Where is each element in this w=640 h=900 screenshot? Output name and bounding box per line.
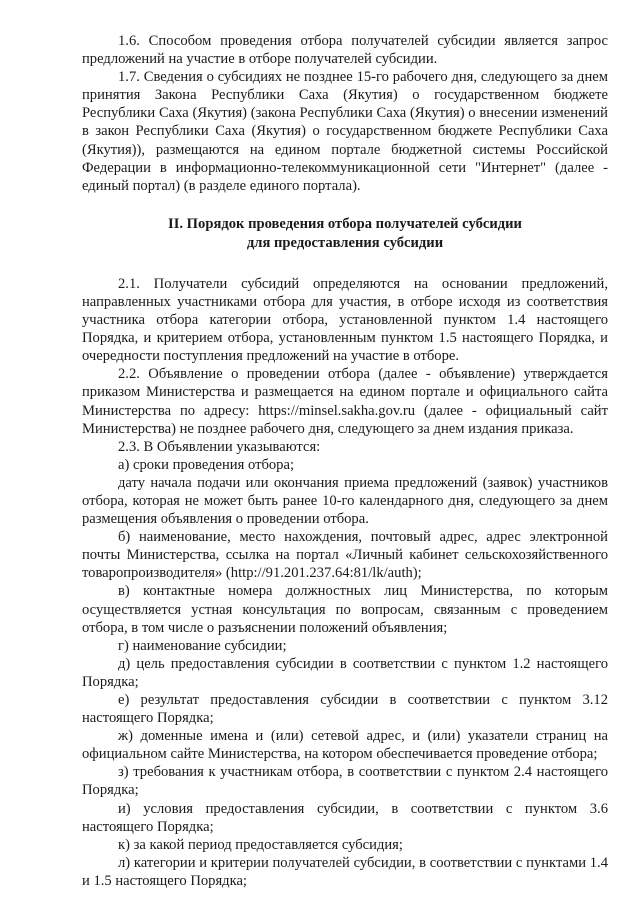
paragraph-2-1: 2.1. Получатели субсидий определяются на основании предложений, направленных участниками отбора для участия, в отборе исходя из соответствия участника отбора категории отбора, установленной пунктом 1.4 настоящего Порядка, и критерием отбора, установленным пунктом 1.5 настоящего Порядка, и очередности поступления предложений на участие в отборе. — [82, 275, 608, 365]
list-item-d: д) цель предоставления субсидии в соответствии с пунктом 1.2 настоящего Порядка; — [82, 655, 608, 690]
list-item-i: и) условия предоставления субсидии, в соответствии с пунктом 3.6 настоящего Порядка; — [82, 800, 608, 835]
list-item-z: з) требования к участникам отбора, в соответствии с пунктом 2.4 настоящего Порядка; — [82, 764, 608, 799]
list-item-e: е) результат предоставления субсидии в соответствии с пунктом 3.12 настоящего Порядка; — [82, 692, 608, 727]
list-item-l: л) категории и критерии получателей субсидии, в соответствии с пунктами 1.4 и 1.5 настоящего Порядка; — [82, 854, 608, 889]
list-item-a: а) сроки проведения отбора; — [118, 456, 295, 473]
paragraph-2-2: 2.2. Объявление о проведении отбора (далее - объявление) утверждается приказом Министерства и размещается на едином портале и официального сайта Министерства по адресу: https://minsel.sakha.gov.ru (далее - официальный сайт Министерства) не позднее рабочего дня, следующего за днем издания приказа. — [82, 366, 608, 437]
section-heading-line-1: II. Порядок проведения отбора получателей субсидии — [168, 215, 522, 232]
document-page — [82, 32, 608, 890]
list-item-g: г) наименование субсидии; — [118, 637, 287, 654]
section-heading-line-2: для предоставления субсидии — [246, 234, 444, 251]
list-item-zh: ж) доменные имена и (или) сетевой адрес, и (или) указатели страниц на официальном сайте Министерства, на котором обеспечивается проведение отбора; — [82, 728, 608, 763]
section-heading — [82, 215, 608, 253]
paragraph-1-6: 1.6. Способом проведения отбора получателей субсидии является запрос предложений на участие в отборе получателей субсидии. — [82, 33, 608, 68]
list-item-k: к) за какой период предоставляется субсидия; — [118, 836, 403, 853]
paragraph-1-7: 1.7. Сведения о субсидиях не позднее 15-го рабочего дня, следующего за днем принятия Закона Республики Саха (Якутия) о государственном бюджете Республики Саха (Якутия) (закона Республики Саха (Якутия) о внесении изменений в закон Республики Саха (Якутия) о государственном бюджете Республики Саха (Якутия)), размещаются на едином портале бюджетной системы Российской Федерации в информационно-телекоммуникационной сети "Интернет" (далее - единый портал) (в разделе единого портала). — [82, 69, 608, 194]
list-item-a-dates: дату начала подачи или окончания приема предложений (заявок) участников отбора, которая не может быть ранее 10-го календарного дня, следующего за днем размещения объявления о проведении отбора. — [82, 474, 608, 528]
paragraph-2-3: 2.3. В Объявлении указываются: — [118, 438, 321, 455]
list-item-b: б) наименование, место нахождения, почтовый адрес, адрес электронной почты Министерства, ссылка на портал «Личный кабинет сельскохозяйственного товаропроизводителя» (http://91.201.237.64:81/lk/auth); — [82, 529, 608, 582]
list-item-v: в) контактные номера должностных лиц Министерства, по которым осуществляется устная консультация по вопросам, связанным с проведением отбора, в том числе о разъяснении положений объявления; — [82, 583, 608, 636]
